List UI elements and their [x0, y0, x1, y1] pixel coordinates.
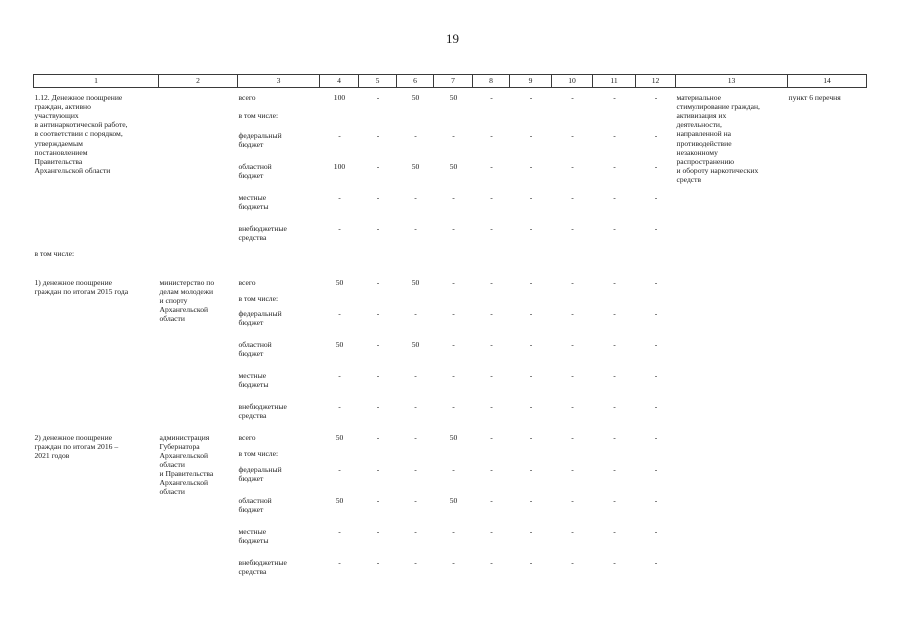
- col-header: 1: [34, 75, 159, 88]
- value-cell: -: [338, 223, 341, 233]
- value-cell: -: [414, 223, 417, 233]
- table-body: [34, 88, 867, 586]
- table-row: [34, 88, 867, 108]
- value-cell: 50: [411, 161, 420, 171]
- measure-name: 2) денежное поощрение граждан по итогам 2016 – 2021 годов: [34, 432, 119, 460]
- funding-source: федеральный бюджет: [238, 308, 282, 327]
- measure-name: 1.12. Денежное поощрение граждан, активно участвующих в антинаркотической работе, в соответствии с порядком, утверждаемым постановлением Правительства Архангельской области: [34, 93, 128, 175]
- table-row: [34, 426, 867, 446]
- value-cell: [636, 291, 676, 306]
- table-row: [34, 271, 867, 291]
- value-cell: -: [571, 370, 574, 380]
- value-cell: -: [571, 130, 574, 140]
- value-cell: -: [338, 130, 341, 140]
- value-cell: -: [529, 277, 533, 287]
- value-cell: 50: [411, 93, 420, 102]
- funding-source: всего: [238, 432, 256, 442]
- value-cell: -: [529, 192, 533, 202]
- value-cell: -: [452, 308, 455, 318]
- value-cell: -: [376, 339, 380, 349]
- indicator-link: [788, 271, 867, 426]
- separator-row: [34, 248, 867, 271]
- value-cell: -: [414, 495, 417, 505]
- funding-source: внебюджетные средства: [238, 223, 287, 242]
- value-cell: -: [613, 432, 616, 442]
- value-cell: -: [529, 464, 533, 474]
- value-cell: -: [571, 308, 574, 318]
- value-cell: -: [613, 464, 616, 474]
- funding-source: федеральный бюджет: [238, 464, 282, 483]
- value-cell: -: [613, 161, 616, 171]
- value-cell: -: [376, 557, 380, 567]
- value-cell: [359, 291, 397, 306]
- value-cell: -: [571, 93, 574, 102]
- value-cell: 100: [333, 161, 346, 171]
- funding-source: внебюджетные средства: [238, 557, 287, 576]
- value-cell: 50: [335, 339, 344, 349]
- value-cell: -: [490, 432, 493, 442]
- funding-source: местные бюджеты: [238, 370, 269, 389]
- value-cell: -: [613, 277, 616, 287]
- value-cell: -: [490, 192, 493, 202]
- value-cell: -: [571, 432, 574, 442]
- value-cell: -: [490, 130, 493, 140]
- value-cell: -: [654, 308, 658, 318]
- value-cell: -: [452, 401, 455, 411]
- value-cell: -: [654, 526, 658, 536]
- value-cell: -: [654, 339, 658, 349]
- value-cell: -: [654, 370, 658, 380]
- value-cell: -: [490, 308, 493, 318]
- col-header: 3: [238, 75, 320, 88]
- funding-source: внебюджетные средства: [238, 401, 287, 420]
- value-cell: -: [613, 339, 616, 349]
- value-cell: -: [452, 223, 455, 233]
- value-cell: -: [414, 370, 417, 380]
- responsible-executor: администрация Губернатора Архангельской области и Правительства Архангельской области: [159, 432, 214, 497]
- value-cell: [397, 291, 434, 306]
- value-cell: -: [376, 495, 380, 505]
- col-header: 14: [788, 75, 867, 88]
- value-cell: -: [571, 464, 574, 474]
- col-header: 10: [552, 75, 593, 88]
- value-cell: -: [452, 526, 455, 536]
- funding-source: в том числе:: [238, 110, 279, 120]
- value-cell: -: [338, 308, 341, 318]
- funding-source: местные бюджеты: [238, 192, 269, 211]
- value-cell: -: [654, 464, 658, 474]
- value-cell: -: [376, 526, 380, 536]
- value-cell: -: [613, 401, 616, 411]
- value-cell: -: [338, 370, 341, 380]
- value-cell: -: [376, 277, 380, 287]
- value-cell: -: [376, 93, 380, 102]
- value-cell: [552, 446, 593, 462]
- value-cell: [510, 446, 552, 462]
- value-cell: [434, 446, 473, 462]
- value-cell: -: [338, 401, 341, 411]
- value-cell: -: [490, 277, 493, 287]
- value-cell: [473, 446, 510, 462]
- value-cell: -: [376, 370, 380, 380]
- value-cell: -: [414, 432, 417, 442]
- value-cell: -: [414, 192, 417, 202]
- value-cell: -: [571, 223, 574, 233]
- funding-source: местные бюджеты: [238, 526, 269, 545]
- value-cell: -: [529, 370, 533, 380]
- value-cell: [434, 291, 473, 306]
- value-cell: -: [414, 557, 417, 567]
- value-cell: -: [376, 464, 380, 474]
- value-cell: 50: [411, 339, 420, 349]
- value-cell: [552, 108, 593, 128]
- value-cell: -: [613, 526, 616, 536]
- funding-source: всего: [238, 93, 256, 102]
- value-cell: -: [613, 93, 616, 102]
- value-cell: [593, 108, 636, 128]
- value-cell: -: [613, 308, 616, 318]
- value-cell: -: [452, 192, 455, 202]
- value-cell: -: [452, 130, 455, 140]
- indicator-link: пункт 6 перечня: [788, 93, 841, 102]
- col-header: 5: [359, 75, 397, 88]
- header-row: [34, 75, 867, 88]
- value-cell: -: [338, 464, 341, 474]
- value-cell: -: [529, 339, 533, 349]
- col-header: 2: [159, 75, 238, 88]
- col-header: 11: [593, 75, 636, 88]
- value-cell: -: [529, 401, 533, 411]
- value-cell: -: [529, 93, 533, 102]
- value-cell: -: [490, 339, 493, 349]
- value-cell: 100: [333, 93, 346, 102]
- value-cell: -: [529, 161, 533, 171]
- value-cell: -: [452, 557, 455, 567]
- value-cell: -: [613, 557, 616, 567]
- funding-source: всего: [238, 277, 256, 287]
- value-cell: [320, 291, 359, 306]
- value-cell: -: [490, 93, 493, 102]
- value-cell: -: [571, 277, 574, 287]
- expected-result: [676, 426, 788, 586]
- value-cell: -: [376, 161, 380, 171]
- expected-result: материальное стимулирование граждан, активизация их деятельности, направленной на противодействие незаконному распространению и обороту наркотических средств: [676, 93, 760, 184]
- value-cell: -: [571, 192, 574, 202]
- value-cell: -: [338, 526, 341, 536]
- funding-source: в том числе:: [238, 293, 279, 303]
- col-header: 7: [434, 75, 473, 88]
- value-cell: 50: [335, 277, 344, 287]
- value-cell: -: [613, 495, 616, 505]
- value-cell: 50: [335, 432, 344, 442]
- responsible-executor: [159, 88, 238, 248]
- value-cell: [636, 446, 676, 462]
- value-cell: -: [529, 495, 533, 505]
- col-header: 9: [510, 75, 552, 88]
- value-cell: -: [613, 192, 616, 202]
- value-cell: [510, 108, 552, 128]
- value-cell: -: [654, 401, 658, 411]
- value-cell: -: [452, 370, 455, 380]
- value-cell: [397, 108, 434, 128]
- value-cell: -: [452, 339, 455, 349]
- value-cell: -: [654, 557, 658, 567]
- value-cell: -: [529, 557, 533, 567]
- value-cell: [593, 446, 636, 462]
- value-cell: -: [571, 401, 574, 411]
- value-cell: -: [414, 526, 417, 536]
- value-cell: [434, 108, 473, 128]
- funding-source: федеральный бюджет: [238, 130, 282, 149]
- funding-source: областной бюджет: [238, 339, 272, 358]
- value-cell: -: [529, 526, 533, 536]
- funding-source: в том числе:: [238, 448, 279, 458]
- value-cell: [473, 108, 510, 128]
- separator-label: в том числе:: [34, 248, 75, 258]
- value-cell: -: [654, 161, 658, 171]
- indicator-link: [788, 426, 867, 586]
- value-cell: 50: [335, 495, 344, 505]
- value-cell: 50: [449, 432, 458, 442]
- value-cell: [552, 291, 593, 306]
- value-cell: -: [613, 130, 616, 140]
- value-cell: -: [338, 192, 341, 202]
- value-cell: -: [613, 370, 616, 380]
- page-number: 19: [446, 31, 459, 46]
- value-cell: -: [571, 557, 574, 567]
- value-cell: -: [654, 495, 658, 505]
- value-cell: -: [654, 192, 658, 202]
- col-header: 4: [320, 75, 359, 88]
- value-cell: [473, 291, 510, 306]
- value-cell: -: [654, 277, 658, 287]
- value-cell: -: [414, 464, 417, 474]
- value-cell: -: [654, 223, 658, 233]
- value-cell: -: [338, 557, 341, 567]
- value-cell: -: [490, 370, 493, 380]
- value-cell: -: [376, 223, 380, 233]
- value-cell: -: [490, 161, 493, 171]
- value-cell: -: [529, 130, 533, 140]
- value-cell: -: [490, 464, 493, 474]
- value-cell: [510, 291, 552, 306]
- value-cell: -: [376, 432, 380, 442]
- value-cell: -: [376, 130, 380, 140]
- value-cell: 50: [449, 161, 458, 171]
- value-cell: -: [490, 495, 493, 505]
- value-cell: [636, 108, 676, 128]
- col-header: 12: [636, 75, 676, 88]
- value-cell: [397, 446, 434, 462]
- value-cell: -: [376, 308, 380, 318]
- value-cell: -: [571, 526, 574, 536]
- value-cell: -: [490, 557, 493, 567]
- funding-table: [33, 74, 867, 586]
- value-cell: [593, 291, 636, 306]
- col-header: 6: [397, 75, 434, 88]
- col-header: 13: [676, 75, 788, 88]
- value-cell: -: [414, 401, 417, 411]
- value-cell: -: [613, 223, 616, 233]
- value-cell: [320, 446, 359, 462]
- value-cell: -: [571, 495, 574, 505]
- value-cell: -: [452, 464, 455, 474]
- value-cell: -: [490, 526, 493, 536]
- value-cell: -: [571, 339, 574, 349]
- funding-source: областной бюджет: [238, 161, 272, 180]
- value-cell: -: [490, 401, 493, 411]
- value-cell: 50: [449, 93, 458, 102]
- measure-name: 1) денежное поощрение граждан по итогам 2015 года: [34, 277, 129, 296]
- value-cell: -: [414, 308, 417, 318]
- value-cell: -: [376, 401, 380, 411]
- value-cell: -: [529, 432, 533, 442]
- value-cell: [320, 108, 359, 128]
- responsible-executor: министерство по делам молодежи и спорту Архангельской области: [159, 277, 215, 323]
- value-cell: -: [529, 223, 533, 233]
- value-cell: -: [654, 93, 658, 102]
- value-cell: [359, 108, 397, 128]
- value-cell: -: [529, 308, 533, 318]
- value-cell: -: [654, 130, 658, 140]
- value-cell: -: [654, 432, 658, 442]
- funding-source: областной бюджет: [238, 495, 272, 514]
- value-cell: -: [376, 192, 380, 202]
- col-header: 8: [473, 75, 510, 88]
- value-cell: 50: [449, 495, 458, 505]
- value-cell: [359, 446, 397, 462]
- expected-result: [676, 271, 788, 426]
- value-cell: -: [490, 223, 493, 233]
- value-cell: -: [414, 130, 417, 140]
- value-cell: 50: [411, 277, 420, 287]
- value-cell: -: [571, 161, 574, 171]
- value-cell: -: [452, 277, 455, 287]
